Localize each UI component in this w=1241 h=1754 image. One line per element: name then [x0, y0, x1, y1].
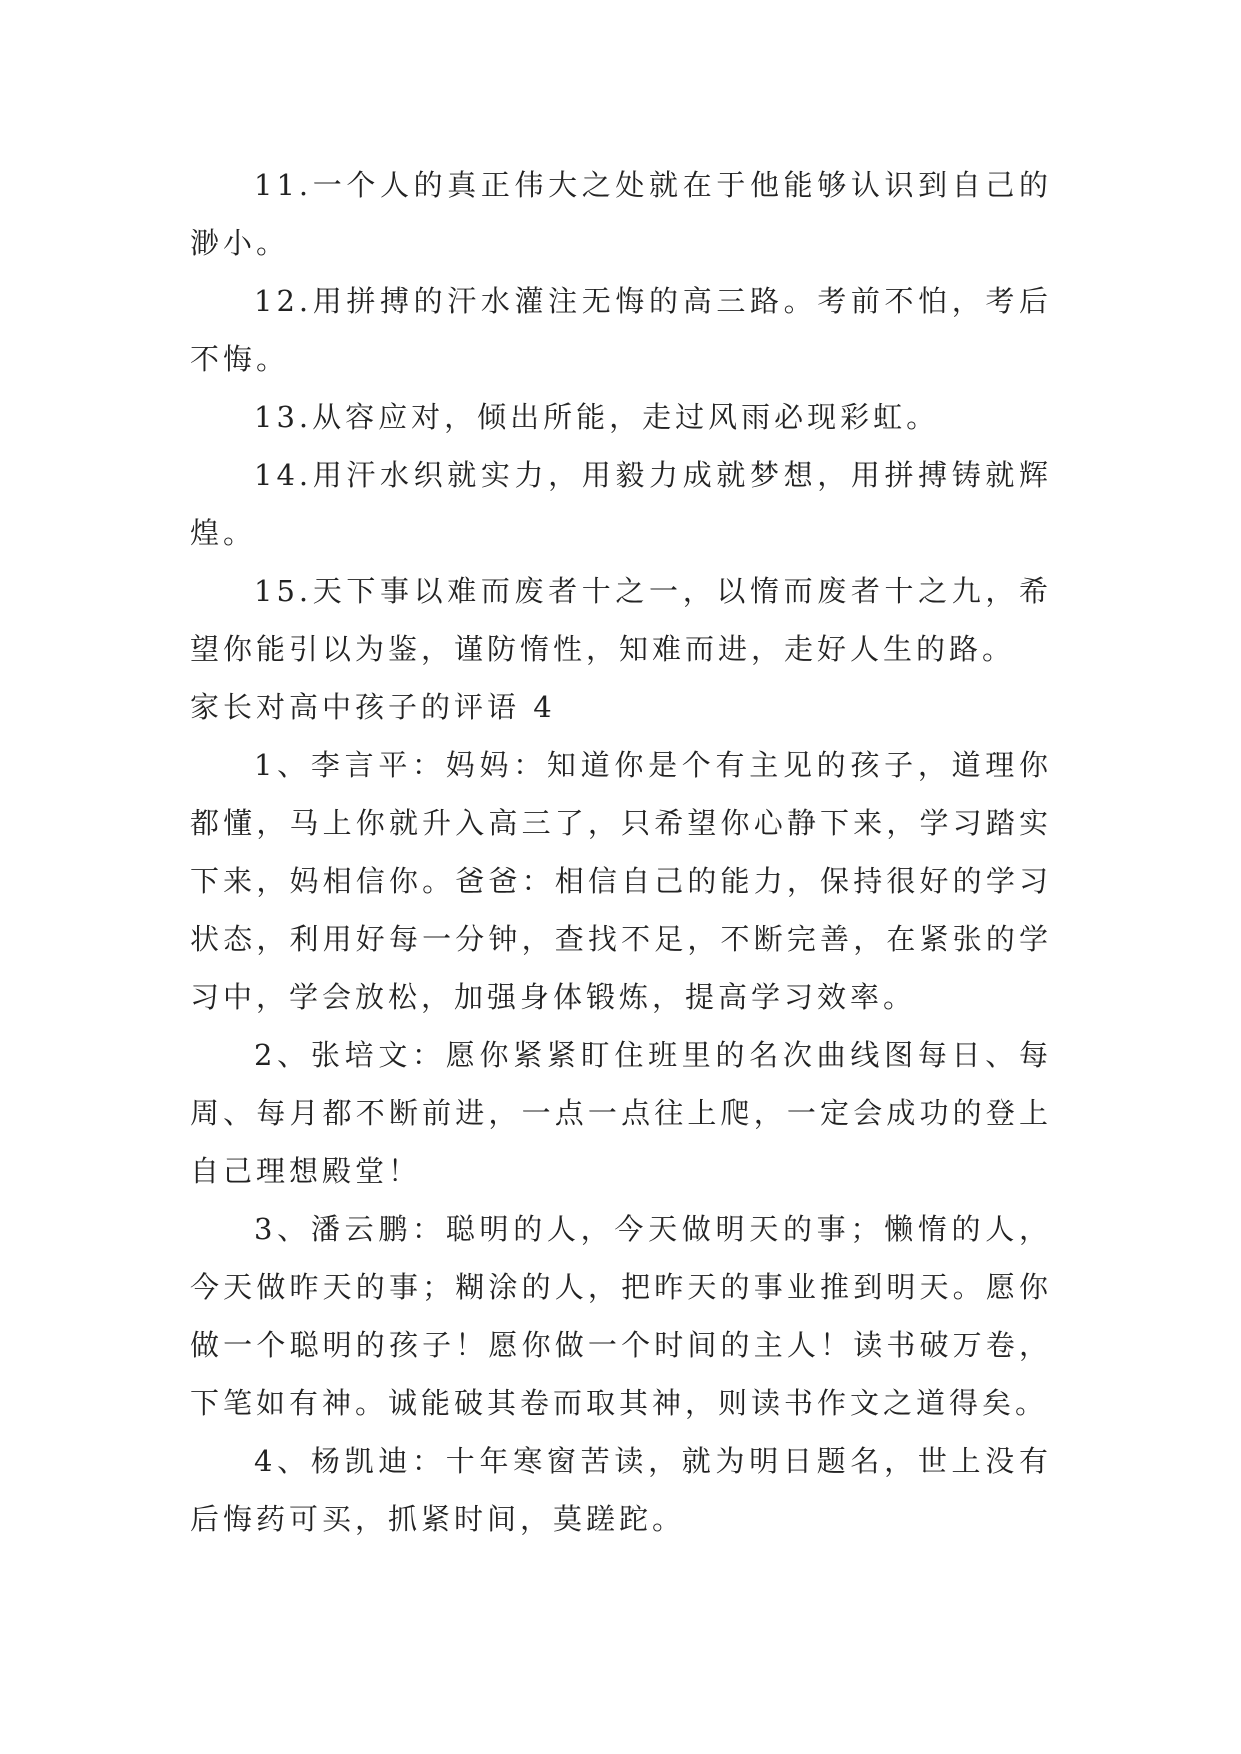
document-body	[190, 156, 1052, 1548]
item-11: 11.一个人的真正伟大之处就在于他能够认识到自己的渺小。	[190, 168, 1052, 260]
comment-2: 2、张培文：愿你紧紧盯住班里的名次曲线图每日、每周、每月都不断前进，一点一点往上爬，一定会成功的登上自己理想殿堂！	[190, 1038, 1052, 1188]
section-title: 家长对高中孩子的评语 4	[190, 690, 556, 724]
item-14: 14.用汗水织就实力，用毅力成就梦想，用拼搏铸就辉煌。	[190, 458, 1052, 550]
comment-3: 3、潘云鹏：聪明的人，今天做明天的事；懒惰的人，今天做昨天的事；糊涂的人，把昨天的事业推到明天。愿你做一个聪明的孩子！愿你做一个时间的主人！读书破万卷，下笔如有神。诚能破其卷而取其神，则读书作文之道得矣。	[190, 1212, 1052, 1420]
item-12: 12.用拼搏的汗水灌注无悔的高三路。考前不怕，考后不悔。	[190, 284, 1052, 376]
item-13: 13.从容应对，倾出所能，走过风雨必现彩虹。	[254, 400, 940, 434]
comment-1: 1、李言平：妈妈：知道你是个有主见的孩子，道理你都懂，马上你就升入高三了，只希望你心静下来，学习踏实下来，妈相信你。爸爸：相信自己的能力，保持很好的学习状态，利用好每一分钟，查找不足，不断完善，在紧张的学习中，学会放松，加强身体锻炼，提高学习效率。	[190, 748, 1052, 1014]
item-15: 15.天下事以难而废者十之一，以惰而废者十之九，希望你能引以为鉴，谨防惰性，知难而进，走好人生的路。	[190, 574, 1052, 666]
comment-4: 4、杨凯迪：十年寒窗苦读，就为明日题名，世上没有后悔药可买，抓紧时间，莫蹉跎。	[190, 1444, 1052, 1536]
